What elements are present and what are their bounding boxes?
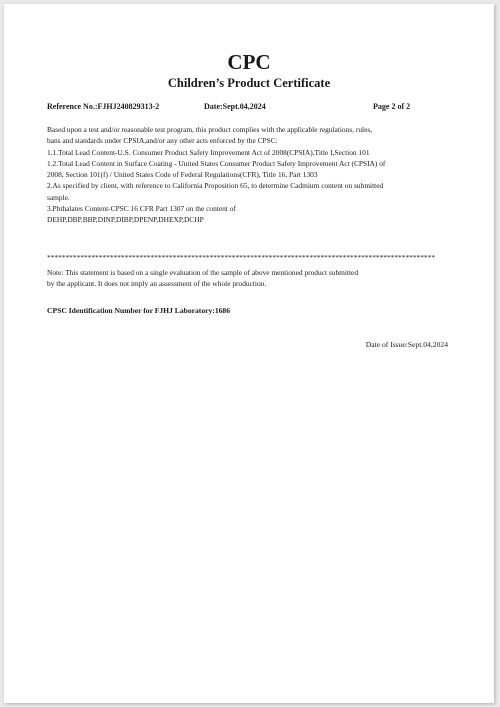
compliance-statement bbox=[47, 124, 451, 226]
reference-number: Reference No.:FJHJ240829313-2 bbox=[47, 102, 160, 111]
document-page bbox=[4, 4, 494, 703]
note-line: by the applicant. It does not imply an assessment of the whole production. bbox=[47, 279, 267, 289]
document-title: CPC bbox=[227, 50, 271, 74]
intro-line: bans and standards under CPSIA,and/or any other acts enforced by the CPSC: bbox=[47, 136, 278, 146]
page-number: Page 2 of 2 bbox=[373, 102, 411, 111]
regulation-item: DEHP,DBP,BBP,DINP,DIBP,DPENP,DHEXP,DCHP bbox=[47, 215, 204, 225]
regulation-item: sample. bbox=[47, 192, 70, 202]
cpsc-identification: CPSC Identification Number for FJHJ Laboratory:1686 bbox=[47, 306, 231, 315]
date-of-issue: Date of Issue:Sept.04,2024 bbox=[365, 340, 448, 349]
document-subtitle: Children’s Product Certificate bbox=[167, 76, 331, 90]
regulation-item: 2008, Section 101(f) / United States Code of Federal Regulations(CFR), Title 16, Part 1303 bbox=[47, 170, 318, 180]
regulation-item: 2.As specified by client, with reference to California Proposition 65, to determine Cadmium content on submitted bbox=[47, 181, 384, 191]
note-line: Note: This statement is based on a single evaluation of the sample of above mentioned product submitted bbox=[47, 268, 359, 277]
regulation-item: 1.1.Total Lead Content-U.S. Consumer Product Safety Improvement Act of 2008(CPSIA),Title I,Section 101 bbox=[47, 147, 370, 157]
intro-line: Based upon a test and/or reasonable test program, this product complies with the applicable regulations, rules, bbox=[47, 125, 373, 134]
note-block bbox=[47, 267, 451, 290]
separator-line: ********************************************************************************************************* bbox=[47, 253, 436, 262]
regulation-item: 1.2.Total Lead Content in Surface Coating - United States Consumer Product Safety Improvement Act (CPSIA) of bbox=[47, 158, 386, 168]
regulation-item: 3.Phthalates Content-CPSC 16 CFR Part 1307 on the content of bbox=[47, 204, 236, 214]
reference-date: Date:Sept.04,2024 bbox=[204, 102, 266, 111]
